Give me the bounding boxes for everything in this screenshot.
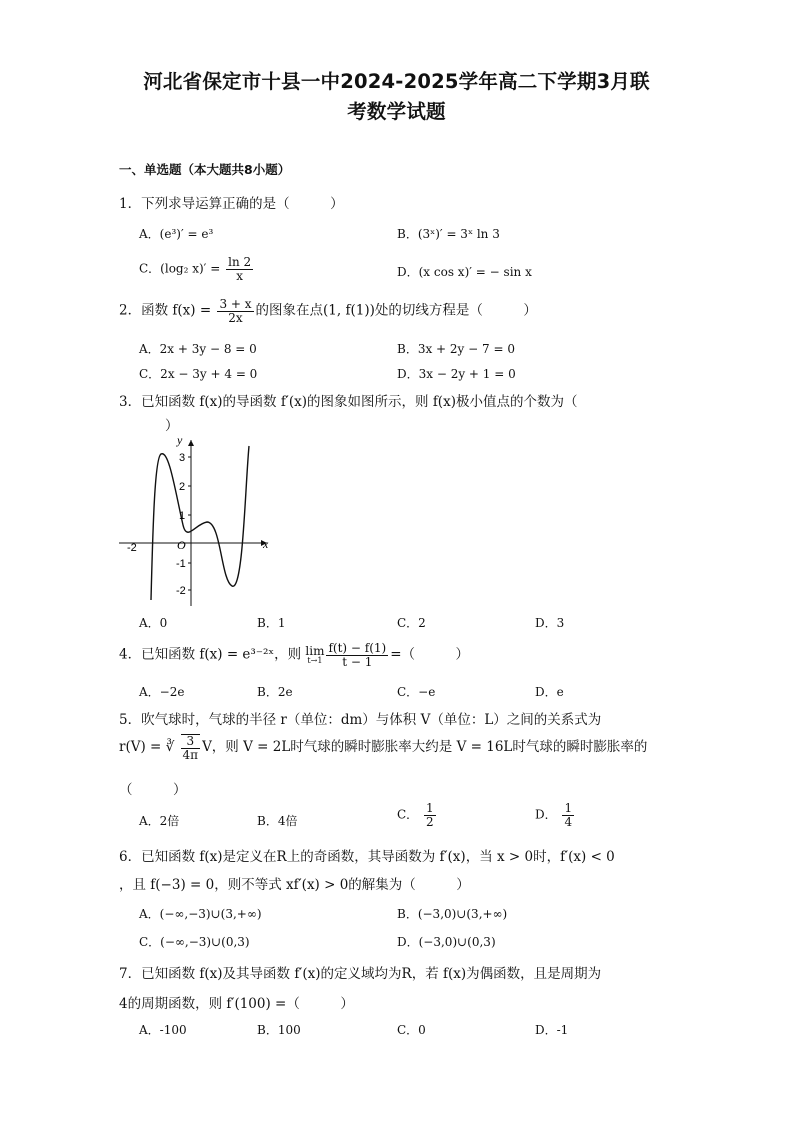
question-5-root-fraction xyxy=(181,734,201,761)
question-5-line2 xyxy=(119,734,647,761)
question-2-stem-suffix: 的图象在点(1, f(1))处的切线方程是（ ） xyxy=(255,302,537,319)
question-6-option-b: B．(−3,0)∪(3,+∞) xyxy=(397,907,508,921)
tick-label-xm2: -2 xyxy=(127,542,137,554)
question-7-option-d: D．-1 xyxy=(535,1023,569,1037)
question-2-option-a: A．2x + 3y − 8 = 0 xyxy=(139,342,257,356)
fraction-numerator: 3 xyxy=(181,735,201,749)
question-2-stem-prefix: 2．函数 f(x) = xyxy=(119,302,212,319)
tick-label-ym2: -2 xyxy=(176,585,186,597)
question-3-option-d: D．3 xyxy=(535,616,565,630)
question-2-option-c: C．2x − 3y + 4 = 0 xyxy=(139,367,258,381)
question-6-option-d: D．(−3,0)∪(0,3) xyxy=(397,935,496,949)
fraction-denominator: 2x xyxy=(228,310,243,325)
section-heading: 一、单选题（本大题共8小题） xyxy=(119,162,291,177)
origin-label: O xyxy=(177,538,186,552)
question-4-stem-suffix: =（ ） xyxy=(390,646,470,663)
y-axis-label: y xyxy=(177,433,183,447)
option-d-fraction xyxy=(562,802,574,828)
fraction-denominator: 4π xyxy=(182,747,199,762)
question-1-option-c xyxy=(139,256,255,282)
question-5-line3: （ ） xyxy=(119,782,187,798)
derivative-curve xyxy=(151,446,249,600)
question-4-option-d: D．e xyxy=(535,685,564,699)
option-c-fraction xyxy=(424,802,436,828)
question-4-option-c: C．−e xyxy=(397,685,436,699)
x-axis-label: x xyxy=(263,537,269,551)
question-3-option-b: B．1 xyxy=(257,616,286,630)
question-6-line2: ，且 f(−3) = 0，则不等式 xf′(x) > 0的解集为（ ） xyxy=(119,877,470,893)
question-5-option-c xyxy=(397,802,438,828)
question-1-option-c-fraction xyxy=(226,256,253,282)
question-2-option-d: D．3x − 2y + 1 = 0 xyxy=(397,367,516,381)
question-5-option-b: B．4倍 xyxy=(257,814,298,828)
exam-title-line1: 河北省保定市十县一中2024-2025学年高二下学期3月联 xyxy=(143,70,650,93)
question-1-option-a: A．(e³)′ = e³ xyxy=(139,227,214,241)
fraction-numerator: 1 xyxy=(564,801,573,815)
question-6-option-a: A．(−∞,−3)∪(3,+∞) xyxy=(139,907,262,921)
fraction-denominator: 2 xyxy=(426,814,434,829)
limit-operator xyxy=(305,645,324,665)
fraction-denominator: t − 1 xyxy=(342,654,373,669)
question-1-stem: 1．下列求导运算正确的是（ ） xyxy=(119,196,344,212)
question-3-option-a: A．0 xyxy=(139,616,168,630)
question-4-option-a: A．−2e xyxy=(139,685,185,699)
question-2-option-b: B．3x + 2y − 7 = 0 xyxy=(397,342,515,356)
question-4-stem xyxy=(119,642,469,668)
tick-label-ym1: -1 xyxy=(176,558,186,570)
question-5-line1: 5．吹气球时，气球的半径 r（单位：dm）与体积 V（单位：L）之间的关系式为 xyxy=(119,712,602,728)
question-3-stem-line2: ） xyxy=(165,418,179,434)
question-7-option-b: B．100 xyxy=(257,1023,301,1037)
question-4-option-b: B．2e xyxy=(257,685,293,699)
question-2-fraction xyxy=(217,298,253,324)
question-5-option-d xyxy=(535,802,576,828)
fraction-numerator: 1 xyxy=(426,801,434,815)
tick-label-y2: 2 xyxy=(179,481,186,493)
option-c-prefix: C． xyxy=(397,807,419,822)
question-3-stem-line1: 3．已知函数 f(x)的导函数 f′(x)的图象如图所示，则 f(x)极小值点的个数为（ xyxy=(119,394,578,410)
fraction-denominator: x xyxy=(236,268,243,283)
question-6-line1: 6．已知函数 f(x)是定义在R上的奇函数，其导函数为 f′(x)，当 x > 0时，f′(x) < 0 xyxy=(119,849,615,865)
question-2-stem xyxy=(119,298,537,324)
question-5-option-a: A．2倍 xyxy=(139,814,180,828)
fraction-numerator: f(t) − f(1) xyxy=(328,641,387,655)
question-4-stem-prefix: 4．已知函数 f(x) = e³⁻²ˣ，则 xyxy=(119,646,302,663)
fraction-numerator: 3 + x xyxy=(219,297,252,311)
question-6-option-c: C．(−∞,−3)∪(0,3) xyxy=(139,935,250,949)
limit-subscript: t→1 xyxy=(307,656,323,666)
question-1-option-c-prefix: C．(log₂ x)′ = xyxy=(139,261,221,276)
question-5-line2-suffix: V，则 V = 2L时气球的瞬时膨胀率大约是 V = 16L时气球的瞬时膨胀率的 xyxy=(202,739,648,756)
limit-symbol: lim xyxy=(305,644,325,659)
question-7-option-a: A．-100 xyxy=(139,1023,187,1037)
question-1-option-b: B．(3ˣ)′ = 3ˣ ln 3 xyxy=(397,227,500,241)
tick-label-y3: 3 xyxy=(179,452,186,464)
question-7-line2: 4的周期函数，则 f′(100) =（ ） xyxy=(119,996,354,1012)
fraction-denominator: 4 xyxy=(564,814,573,829)
question-5-formula-prefix: r(V) = ∛ xyxy=(119,739,175,756)
question-7-line1: 7．已知函数 f(x)及其导函数 f′(x)的定义域均为R，若 f(x)为偶函数，且是周期为 xyxy=(119,966,602,982)
fraction-numerator: ln 2 xyxy=(228,255,252,269)
question-4-fraction xyxy=(326,642,388,668)
question-1-option-d: D．(x cos x)′ = − sin x xyxy=(397,265,532,279)
derivative-graph xyxy=(117,430,277,610)
exam-title-line2: 考数学试题 xyxy=(347,100,446,123)
option-d-prefix: D． xyxy=(535,807,557,822)
question-3-option-c: C．2 xyxy=(397,616,426,630)
question-7-option-c: C．0 xyxy=(397,1023,426,1037)
tick-label-y1: 1 xyxy=(179,510,186,522)
